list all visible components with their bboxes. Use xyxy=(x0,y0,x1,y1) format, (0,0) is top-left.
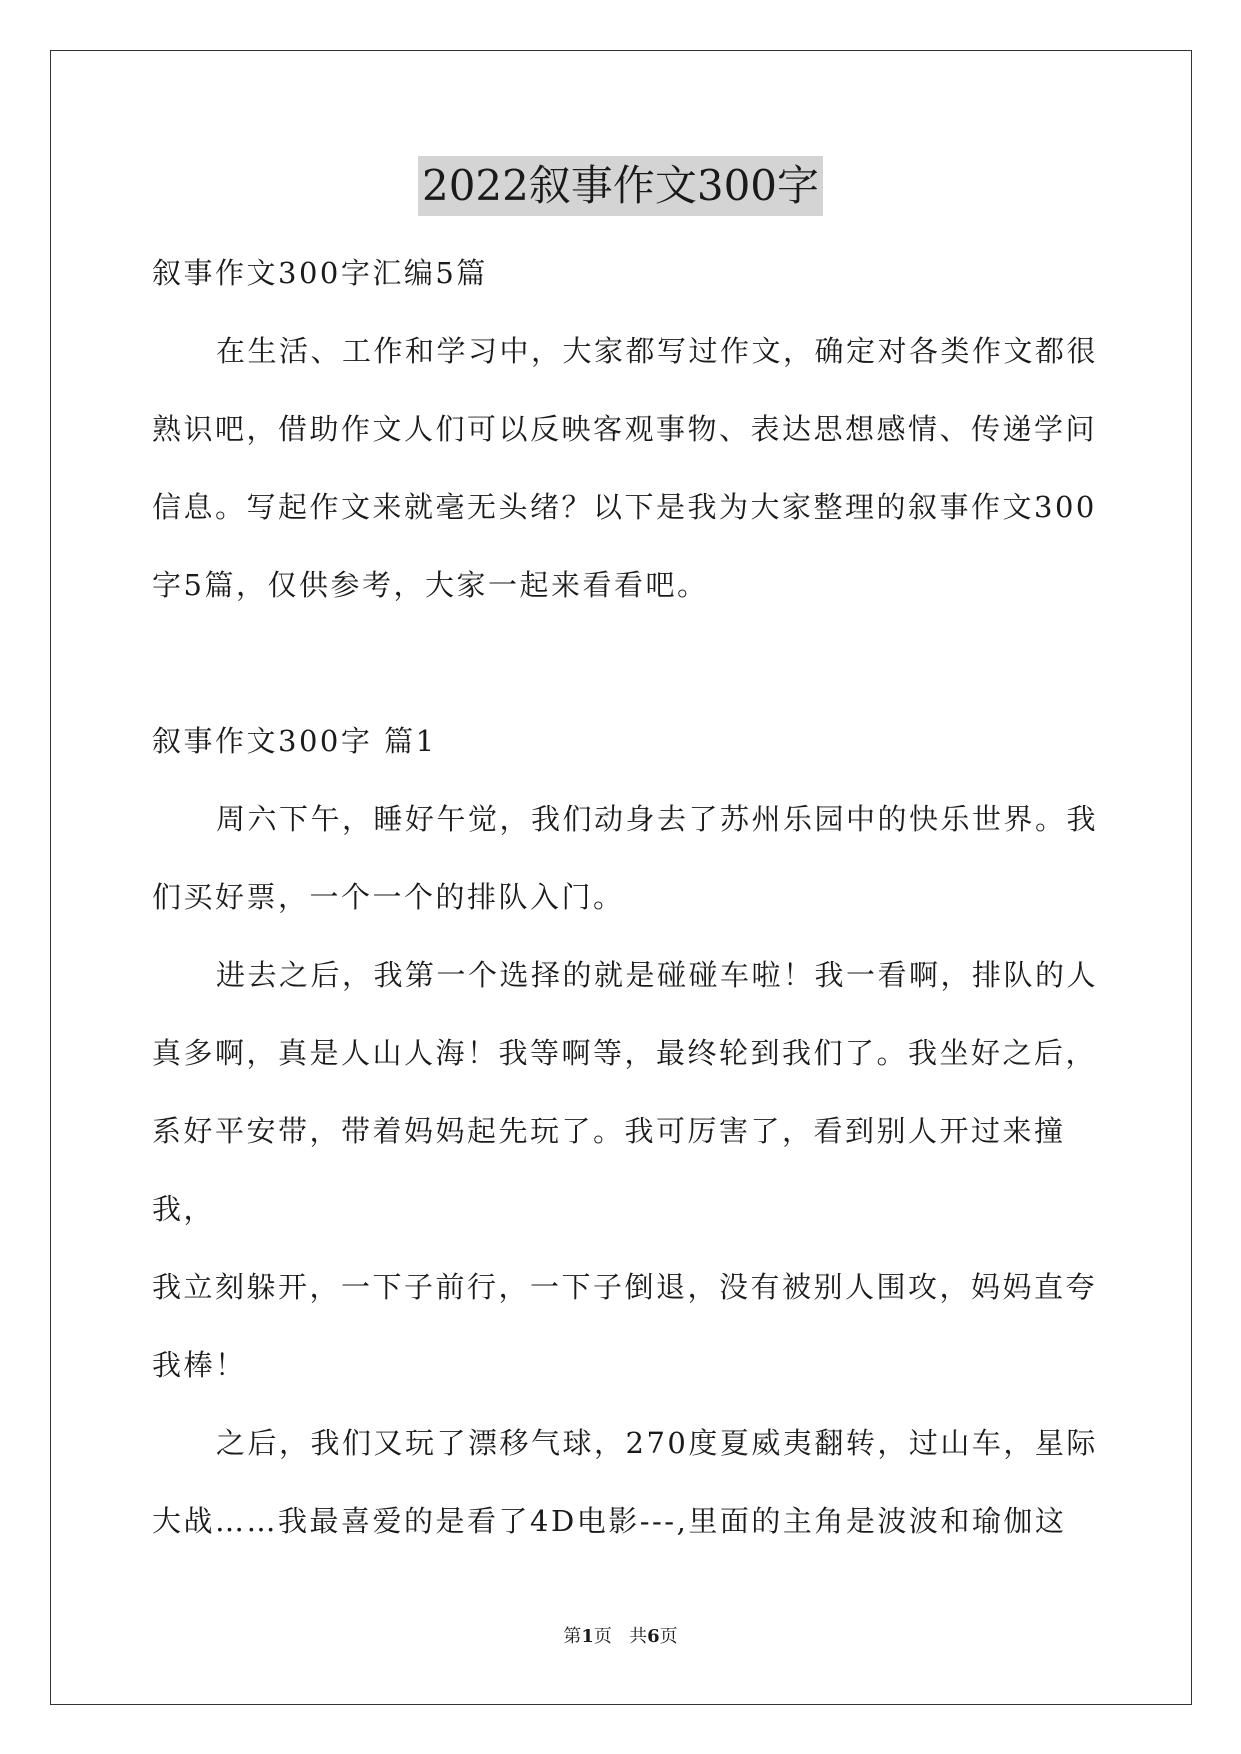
paragraph-line: 我立刻躲开，一下子前行，一下子倒退，没有被别人围攻，妈妈直夸 xyxy=(152,1270,1098,1304)
page-suffix: 页 xyxy=(593,1626,612,1647)
paragraph-line: 我棒！ xyxy=(152,1348,247,1382)
total-pages: 6 xyxy=(647,1626,660,1647)
total-suffix: 页 xyxy=(659,1626,678,1647)
paragraph-line: 大战……我最喜爱的是看了4D电影---,里面的主角是波波和瑜伽这 xyxy=(152,1504,1067,1538)
body-paragraph xyxy=(152,936,1104,1404)
intro-paragraph xyxy=(152,312,1104,624)
intro-line: 在生活、工作和学习中，大家都写过作文，确定对各类作文都很 xyxy=(216,334,1099,368)
document-subtitle: 叙事作文300字汇编5篇 xyxy=(152,256,488,290)
paragraph-line: 系好平安带，带着妈妈起先玩了。我可厉害了，看到别人开过来撞我， xyxy=(152,1114,1066,1226)
document-title: 2022叙事作文300字 xyxy=(418,156,823,216)
paragraph-line: 周六下午，睡好午觉，我们动身去了苏州乐园中的快乐世界。我 xyxy=(216,802,1099,836)
page-footer xyxy=(0,1624,1241,1650)
section-gap xyxy=(152,624,1104,702)
intro-line: 字5篇，仅供参考，大家一起来看看吧。 xyxy=(152,568,709,602)
page-prefix: 第 xyxy=(563,1626,582,1647)
intro-line: 信息。写起作文来就毫无头绪？以下是我为大家整理的叙事作文300 xyxy=(152,490,1097,524)
title-container xyxy=(0,156,1241,216)
section-heading: 叙事作文300字 篇1 xyxy=(152,724,437,758)
paragraph-line: 进去之后，我第一个选择的就是碰碰车啦！我一看啊，排队的人 xyxy=(216,958,1099,992)
paragraph-line: 们买好票，一个一个的排队入门。 xyxy=(152,880,625,914)
intro-line: 熟识吧，借助作文人们可以反映客观事物、表达思想感情、传递学问 xyxy=(152,412,1098,446)
paragraph-line: 之后，我们又玩了漂移气球，270度夏威夷翻转，过山车，星际 xyxy=(216,1426,1098,1460)
paragraph-line: 真多啊，真是人山人海！我等啊等，最终轮到我们了。我坐好之后， xyxy=(152,1036,1098,1070)
total-prefix: 共 xyxy=(629,1626,648,1647)
page-number: 1 xyxy=(581,1626,594,1647)
document-body xyxy=(152,234,1104,1560)
body-paragraph xyxy=(152,1404,1104,1560)
body-paragraph xyxy=(152,780,1104,936)
